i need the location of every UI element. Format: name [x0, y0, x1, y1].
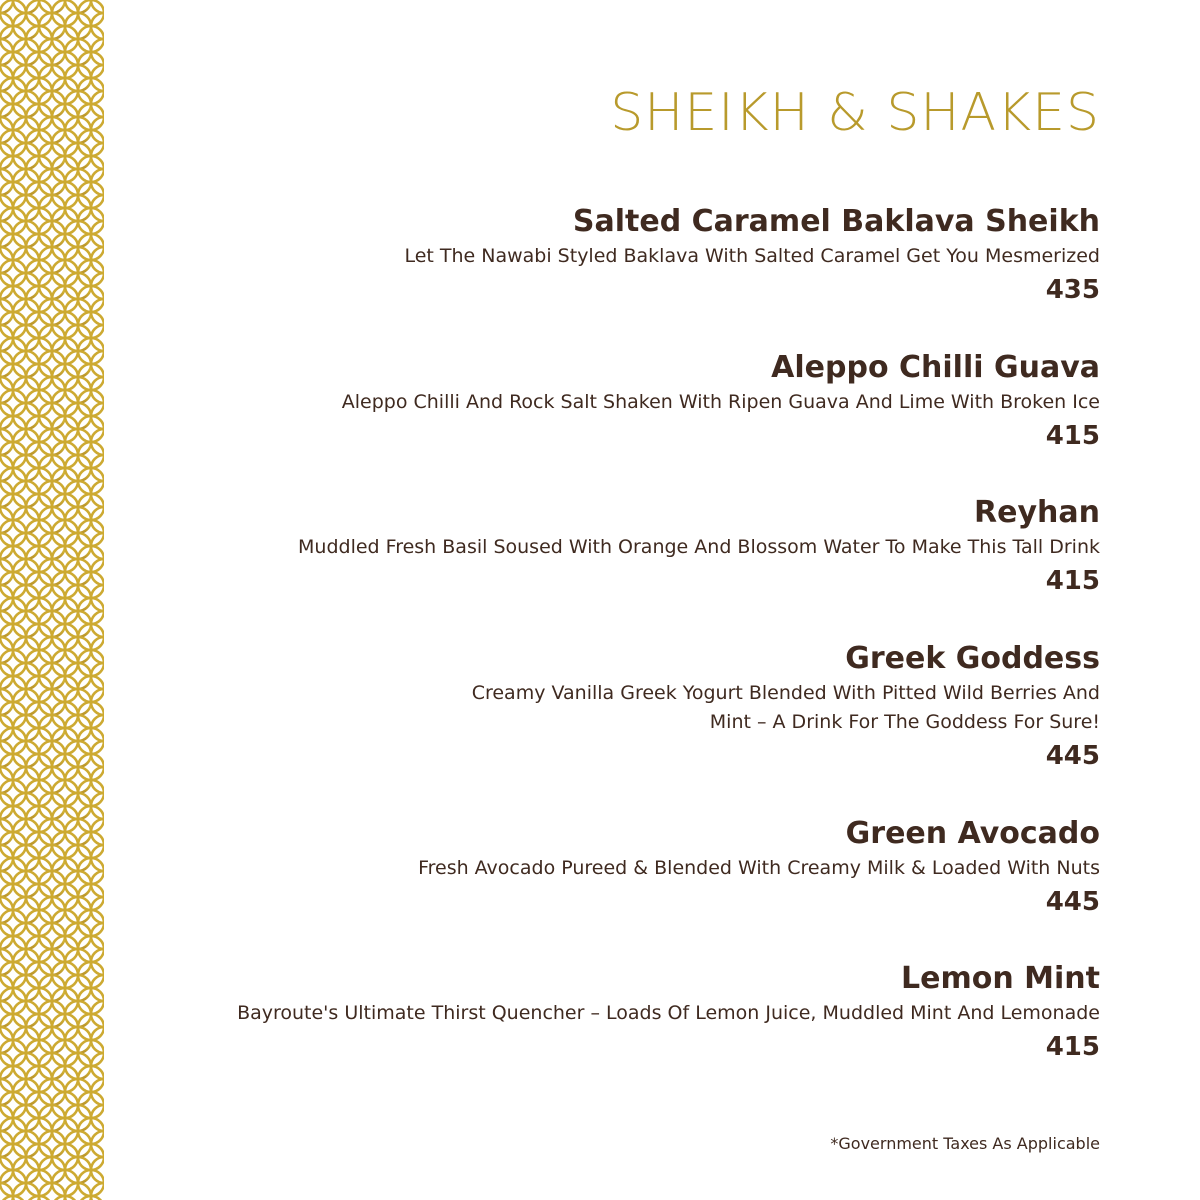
menu-item — [140, 202, 1100, 307]
item-description: Let The Nawabi Styled Baklava With Salted Caramel Get You Mesmerized — [404, 245, 1100, 267]
menu-item — [140, 959, 1100, 1064]
item-name: Lemon Mint — [901, 961, 1100, 996]
item-name: Salted Caramel Baklava Sheikh — [572, 204, 1100, 239]
menu-item — [140, 348, 1100, 453]
item-name: Greek Goddess — [845, 641, 1100, 676]
item-description: Muddled Fresh Basil Soused With Orange And Blossom Water To Make This Tall Drink — [298, 536, 1100, 558]
item-description: Creamy Vanilla Greek Yogurt Blended With Pitted Wild Berries And Mint – A Drink For The Goddess For Sure! — [471, 682, 1100, 733]
item-description: Aleppo Chilli And Rock Salt Shaken With Ripen Guava And Lime With Broken Ice — [341, 391, 1100, 413]
item-description: Bayroute's Ultimate Thirst Quencher – Loads Of Lemon Juice, Muddled Mint And Lemonade — [237, 1002, 1100, 1024]
quatrefoil-pattern-icon — [0, 0, 104, 1200]
item-description: Fresh Avocado Pureed & Blended With Creamy Milk & Loaded With Nuts — [418, 857, 1100, 879]
item-name: Green Avocado — [845, 816, 1100, 851]
decorative-pattern-strip — [0, 0, 104, 1200]
item-price: 415 — [1045, 1032, 1100, 1062]
tax-footnote: *Government Taxes As Applicable — [830, 1134, 1100, 1153]
menu-item — [140, 639, 1100, 773]
item-price: 415 — [1045, 566, 1100, 596]
item-price: 445 — [1045, 887, 1100, 917]
menu-item — [140, 814, 1100, 919]
item-price: 435 — [1045, 275, 1100, 305]
menu-title: SHEIKH & SHAKES — [610, 83, 1100, 143]
menu-item — [140, 493, 1100, 598]
item-price: 445 — [1045, 741, 1100, 771]
item-name: Aleppo Chilli Guava — [771, 350, 1100, 385]
item-name: Reyhan — [974, 495, 1100, 530]
item-price: 415 — [1045, 421, 1100, 451]
